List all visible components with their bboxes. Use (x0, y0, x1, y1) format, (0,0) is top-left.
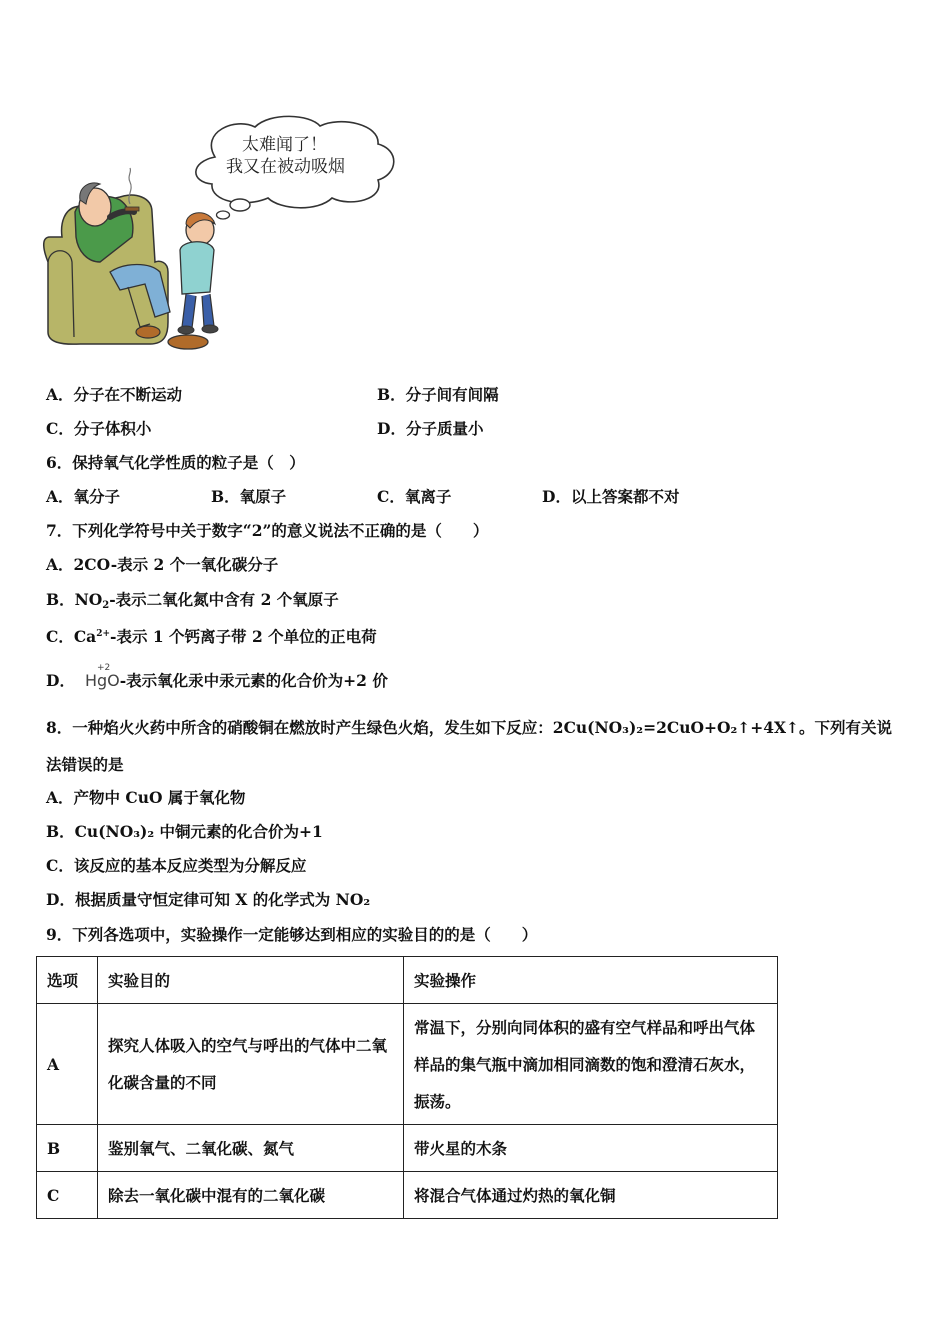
table-cell-operation: 将混合气体通过灼热的氧化铜 (404, 1172, 778, 1219)
q7-b-post: -表示二氧化氮中含有 2 个氧原子 (109, 590, 339, 609)
q6-option-a: A．氧分子 (46, 487, 121, 506)
table-header-cell: 选项 (37, 957, 98, 1004)
q6-option-d: D．以上答案都不对 (542, 487, 680, 506)
q9-table (36, 956, 778, 1219)
table-cell-operation: 常温下，分别向同体积的盛有空气样品和呼出气体样品的集气瓶中滴加相同滴数的饱和澄清石灰水，振荡。 (404, 1004, 778, 1125)
table-cell-operation: 带火星的木条 (404, 1125, 778, 1172)
q5-option-d: D．分子质量小 (377, 419, 484, 438)
table-cell-purpose: 除去一氧化碳中混有的二氧化碳 (98, 1172, 404, 1219)
table-cell-purpose: 鉴别氧气、二氧化碳、氮气 (98, 1125, 404, 1172)
q7-d-pre: D． (46, 671, 75, 690)
q8-stem-line2: 法错误的是 (46, 755, 124, 774)
q6-stem: 6．保持氧气化学性质的粒子是（ ） (46, 453, 305, 472)
table-cell-option: B (37, 1125, 98, 1172)
q5-option-b: B．分子间有间隔 (377, 385, 499, 404)
table-header-row (37, 957, 778, 1004)
q7-option-d (46, 663, 388, 691)
table-cell-option: A (37, 1004, 98, 1125)
q7-c-post: -表示 1 个钙离子带 2 个单位的正电荷 (110, 627, 377, 646)
q8-option-b: B．Cu(NO₃)₂ 中铜元素的化合价为+1 (46, 822, 323, 841)
q6-option-b: B．氧原子 (211, 487, 287, 506)
q8-option-d: D．根据质量守恒定律可知 X 的化学式为 NO₂ (46, 890, 371, 909)
q7-c-sup: 2+ (96, 629, 111, 639)
q7-d-post: -表示氧化汞中汞元素的化合价为+2 价 (119, 671, 388, 690)
bubble-text-line2: 我又在被动吸烟 (226, 157, 345, 177)
passive-smoking-illustration (40, 112, 410, 362)
table-row (37, 1125, 778, 1172)
table-row (37, 1172, 778, 1219)
q8-option-a: A．产物中 CuO 属于氧化物 (46, 788, 246, 807)
q5-option-c: C．分子体积小 (46, 419, 152, 438)
q7-d-formula: HgO (84, 671, 120, 690)
table-header-cell: 实验操作 (404, 957, 778, 1004)
q6-option-c: C．氧离子 (377, 487, 452, 506)
q7-c-pre: C．Ca (46, 627, 97, 646)
q7-b-pre: B．NO (46, 590, 103, 609)
q8-stem-line1: 8．一种焰火火药中所含的硝酸铜在燃放时产生绿色火焰，发生如下反应：2Cu(NO₃)₂=2CuO+O₂↑+4X↑。下列有关说 (46, 718, 893, 737)
table-cell-option: C (37, 1172, 98, 1219)
table-row (37, 1004, 778, 1125)
q7-stem: 7．下列化学符号中关于数字“2”的意义说法不正确的是（ ） (46, 521, 489, 540)
q5-option-a: A．分子在不断运动 (46, 385, 183, 404)
q9-stem: 9．下列各选项中，实验操作一定能够达到相应的实验目的的是（ ） (46, 925, 538, 944)
q7-option-a: A．2CO-表示 2 个一氧化碳分子 (46, 555, 279, 574)
q7-d-valence: +2 (96, 663, 111, 673)
q8-option-c: C．该反应的基本反应类型为分解反应 (46, 856, 307, 875)
smoking-cartoon-image (40, 112, 410, 362)
bubble-text-line1: 太难闻了！ (242, 135, 327, 155)
table-header-cell: 实验目的 (98, 957, 404, 1004)
q7-d-formula-wrap (84, 663, 120, 690)
q7-option-c (46, 624, 377, 647)
table-cell-purpose: 探究人体吸入的空气与呼出的气体中二氧化碳含量的不同 (98, 1004, 404, 1125)
q7-b-sub: 2 (102, 600, 110, 611)
q7-option-b (46, 590, 339, 616)
